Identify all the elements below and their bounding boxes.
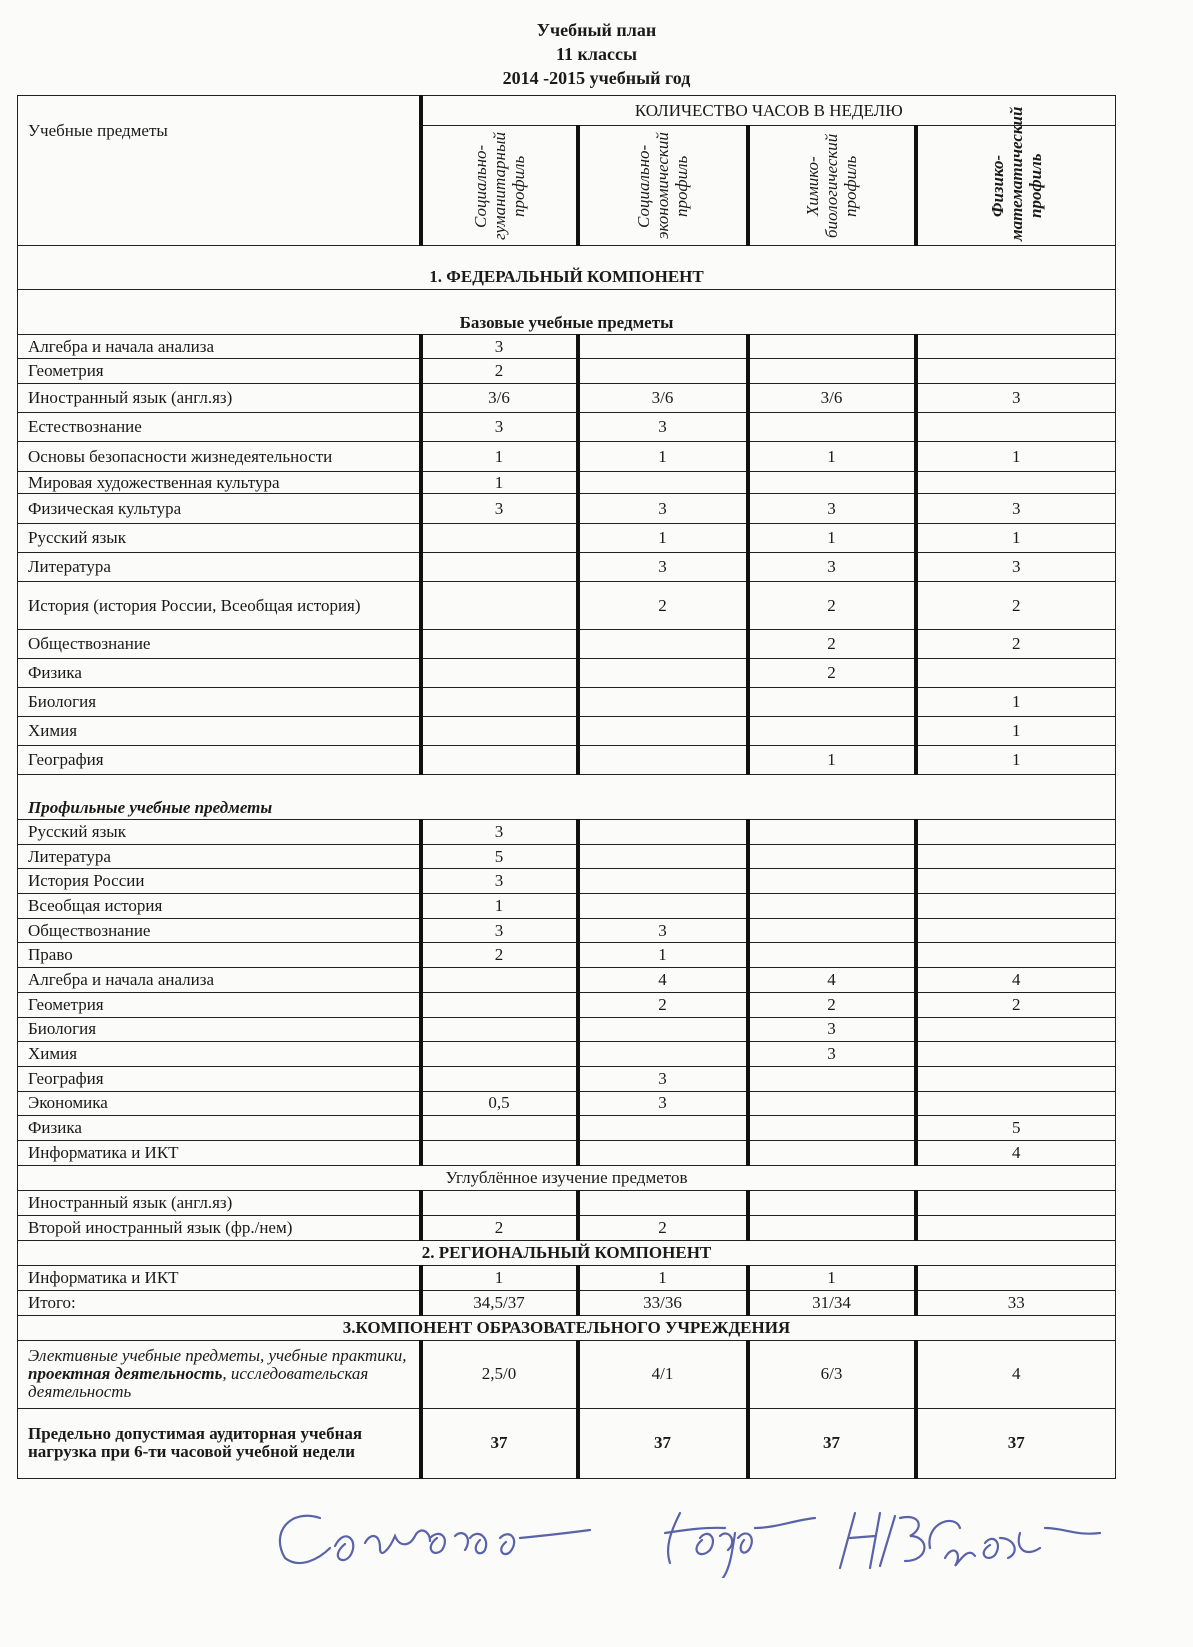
- subject-cell: Биология: [18, 688, 421, 717]
- subject-cell: География: [18, 746, 421, 775]
- hours-cell: [578, 746, 748, 775]
- hours-cell: 3: [578, 413, 748, 442]
- hours-cell: [916, 869, 1116, 894]
- hours-cell: 1: [578, 1265, 748, 1290]
- hours-cell: 2: [578, 1215, 748, 1240]
- hours-cell: [748, 918, 916, 943]
- hours-cell: 4: [916, 1340, 1116, 1408]
- institution-section-title: 3.КОМПОНЕНТ ОБРАЗОВАТЕЛЬНОГО УЧРЕЖДЕНИЯ: [18, 1315, 1116, 1340]
- hours-cell: [916, 943, 1116, 968]
- hours-cell: 1: [748, 524, 916, 553]
- subject-cell: Биология: [18, 1017, 421, 1042]
- profile-header-1: Социально-гуманитарный профиль: [421, 126, 578, 246]
- hours-cell: 37: [578, 1408, 748, 1478]
- hours-cell: [578, 1042, 748, 1067]
- table-row: [18, 992, 1116, 1017]
- hours-cell: 3: [748, 553, 916, 582]
- table-row: [18, 1340, 1116, 1408]
- subject-cell: Иностранный язык (англ.яз): [18, 384, 421, 413]
- hours-cell: [421, 1190, 578, 1215]
- hours-cell: 2: [421, 359, 578, 384]
- subject-cell: Русский язык: [18, 820, 421, 845]
- regional-section-title: 2. РЕГИОНАЛЬНЫЙ КОМПОНЕНТ: [18, 1240, 1116, 1265]
- table-row: [18, 1091, 1116, 1116]
- hours-cell: 3: [421, 335, 578, 359]
- subject-cell: Мировая художественная культура: [18, 472, 421, 494]
- table-row: [18, 1066, 1116, 1091]
- subject-cell: История (история России, Всеобщая история): [18, 582, 421, 630]
- hours-cell: [578, 1190, 748, 1215]
- table-row: [18, 472, 1116, 494]
- hours-cell: 3/6: [578, 384, 748, 413]
- hours-cell: 2: [421, 943, 578, 968]
- hours-cell: [916, 1066, 1116, 1091]
- hours-cell: 4: [748, 968, 916, 993]
- hours-cell: [578, 869, 748, 894]
- table-row: [18, 582, 1116, 630]
- table-row: [18, 1215, 1116, 1240]
- hours-cell: [748, 1215, 916, 1240]
- profile-header-3: Химико-биологический профиль: [748, 126, 916, 246]
- hours-cell: [748, 1190, 916, 1215]
- hours-cell: 4: [916, 968, 1116, 993]
- table-row: [18, 442, 1116, 472]
- hours-cell: 1: [748, 746, 916, 775]
- hours-cell: 1: [421, 1265, 578, 1290]
- subject-cell: Основы безопасности жизнедеятельности: [18, 442, 421, 472]
- table-row: [18, 1042, 1116, 1067]
- hours-cell: 3: [916, 494, 1116, 524]
- hours-cell: [421, 630, 578, 659]
- hours-cell: 2: [578, 582, 748, 630]
- hours-cell: 2: [916, 630, 1116, 659]
- hours-cell: [748, 844, 916, 869]
- table-row: [18, 1140, 1116, 1165]
- hours-cell: 33: [916, 1290, 1116, 1315]
- subject-cell: Второй иностранный язык (фр./нем): [18, 1215, 421, 1240]
- hours-cell: [916, 335, 1116, 359]
- hours-cell: [916, 844, 1116, 869]
- hours-cell: [578, 820, 748, 845]
- hours-cell: [748, 688, 916, 717]
- hours-cell: [748, 717, 916, 746]
- hours-cell: [578, 1017, 748, 1042]
- table-row: [18, 1017, 1116, 1042]
- subject-cell: Физика: [18, 659, 421, 688]
- hours-cell: 4: [916, 1140, 1116, 1165]
- table-row: [18, 869, 1116, 894]
- hours-cell: [578, 894, 748, 919]
- hours-cell: [421, 1042, 578, 1067]
- hours-header: КОЛИЧЕСТВО ЧАСОВ В НЕДЕЛЮ: [421, 96, 1116, 126]
- hours-cell: [578, 630, 748, 659]
- table-row: [18, 494, 1116, 524]
- hours-cell: [421, 968, 578, 993]
- hours-cell: 1: [916, 442, 1116, 472]
- hours-cell: 34,5/37: [421, 1290, 578, 1315]
- table-row: [18, 943, 1116, 968]
- hours-cell: [916, 820, 1116, 845]
- hours-cell: 33/36: [578, 1290, 748, 1315]
- hours-cell: [748, 1116, 916, 1141]
- hours-cell: 1: [578, 943, 748, 968]
- subject-cell: Обществознание: [18, 630, 421, 659]
- hours-cell: 3: [421, 820, 578, 845]
- hours-cell: 3: [578, 918, 748, 943]
- hours-cell: 1: [421, 442, 578, 472]
- hours-cell: 2: [421, 1215, 578, 1240]
- hours-cell: [748, 413, 916, 442]
- hours-cell: [916, 1190, 1116, 1215]
- hours-cell: 3: [748, 1017, 916, 1042]
- hours-cell: 31/34: [748, 1290, 916, 1315]
- subject-cell: Геометрия: [18, 992, 421, 1017]
- hours-cell: 2: [748, 659, 916, 688]
- table-row: [18, 1265, 1116, 1290]
- table-row: [18, 1408, 1116, 1478]
- hours-cell: [578, 844, 748, 869]
- hours-cell: 4/1: [578, 1340, 748, 1408]
- hours-cell: 2: [916, 582, 1116, 630]
- basic-section-title: Базовые учебные предметы: [18, 290, 1116, 335]
- hours-cell: [578, 359, 748, 384]
- federal-section-title: 1. ФЕДЕРАЛЬНЫЙ КОМПОНЕНТ: [18, 246, 1116, 290]
- hours-cell: 3: [421, 413, 578, 442]
- subject-cell: Литература: [18, 844, 421, 869]
- table-row: [18, 1290, 1116, 1315]
- subject-cell: Обществознание: [18, 918, 421, 943]
- hours-cell: 6/3: [748, 1340, 916, 1408]
- hours-cell: [916, 918, 1116, 943]
- hours-cell: 2: [916, 992, 1116, 1017]
- hours-cell: 1: [578, 524, 748, 553]
- subject-cell: Химия: [18, 1042, 421, 1067]
- hours-cell: [421, 1140, 578, 1165]
- hours-cell: 1: [916, 746, 1116, 775]
- plan-year: 2014 -2015 учебный год: [502, 68, 691, 88]
- table-row: [18, 1116, 1116, 1141]
- hours-cell: 2: [578, 992, 748, 1017]
- table-row: [18, 335, 1116, 359]
- hours-cell: 3/6: [421, 384, 578, 413]
- hours-cell: [421, 582, 578, 630]
- hours-cell: [748, 943, 916, 968]
- table-row: [18, 359, 1116, 384]
- hours-cell: 37: [748, 1408, 916, 1478]
- max-load-subject-cell: Предельно допустимая аудиторная учебная нагрузка при 6-ти часовой учебной недели: [18, 1408, 421, 1478]
- hours-cell: [916, 659, 1116, 688]
- deep-section-title: Углублённое изучение предметов: [18, 1165, 1116, 1190]
- hours-cell: [916, 359, 1116, 384]
- hours-cell: 5: [916, 1116, 1116, 1141]
- plan-grade: 11 классы: [555, 44, 637, 64]
- hours-cell: [421, 746, 578, 775]
- elective-subject-cell: Элективные учебные предметы, учебные практики, проектная деятельность, исследовательская деятельность: [18, 1340, 421, 1408]
- hours-cell: 3: [421, 918, 578, 943]
- table-row: [18, 918, 1116, 943]
- hours-cell: 2: [748, 992, 916, 1017]
- subject-cell: Экономика: [18, 1091, 421, 1116]
- hours-cell: 37: [916, 1408, 1116, 1478]
- subject-cell: Всеобщая история: [18, 894, 421, 919]
- hours-cell: 37: [421, 1408, 578, 1478]
- table-row: [18, 384, 1116, 413]
- hours-cell: [916, 1215, 1116, 1240]
- table-row: [18, 968, 1116, 993]
- profile-header-4: Физико-математический профиль: [916, 126, 1116, 246]
- hours-cell: 2: [748, 630, 916, 659]
- hours-cell: 3: [421, 869, 578, 894]
- hours-cell: 3: [578, 1066, 748, 1091]
- hours-cell: [578, 688, 748, 717]
- subject-cell: Физическая культура: [18, 494, 421, 524]
- hours-cell: 1: [421, 472, 578, 494]
- hours-cell: [421, 1017, 578, 1042]
- hours-cell: [421, 688, 578, 717]
- hours-cell: [748, 1140, 916, 1165]
- hours-cell: 1: [578, 442, 748, 472]
- hours-cell: [578, 717, 748, 746]
- hours-cell: 3/6: [748, 384, 916, 413]
- curriculum-table: [17, 95, 1116, 1479]
- hours-cell: [748, 1091, 916, 1116]
- table-row: [18, 524, 1116, 553]
- hours-cell: 0,5: [421, 1091, 578, 1116]
- hours-cell: 3: [748, 494, 916, 524]
- hours-cell: [421, 659, 578, 688]
- signatures: [0, 1488, 1193, 1578]
- subject-cell: Итого:: [18, 1290, 421, 1315]
- table-row: [18, 820, 1116, 845]
- hours-cell: 3: [421, 494, 578, 524]
- subject-cell: Право: [18, 943, 421, 968]
- hours-cell: 3: [578, 553, 748, 582]
- subject-cell: Естествознание: [18, 413, 421, 442]
- hours-cell: [421, 524, 578, 553]
- subjects-header: Учебные предметы: [18, 96, 421, 246]
- hours-cell: 3: [916, 553, 1116, 582]
- hours-cell: [578, 1140, 748, 1165]
- subject-cell: Информатика и ИКТ: [18, 1140, 421, 1165]
- hours-cell: [421, 992, 578, 1017]
- hours-cell: [421, 553, 578, 582]
- hours-cell: [748, 335, 916, 359]
- hours-cell: [421, 1116, 578, 1141]
- subject-cell: Физика: [18, 1116, 421, 1141]
- hours-cell: [916, 413, 1116, 442]
- subject-cell: Геометрия: [18, 359, 421, 384]
- table-row: [18, 717, 1116, 746]
- subject-cell: Химия: [18, 717, 421, 746]
- table-row: [18, 1190, 1116, 1215]
- profile-section-title: Профильные учебные предметы: [18, 775, 1116, 820]
- hours-cell: 2: [748, 582, 916, 630]
- profile-header-2: Социально-экономический профиль: [578, 126, 748, 246]
- hours-cell: [916, 1265, 1116, 1290]
- hours-cell: [578, 659, 748, 688]
- subject-cell: Иностранный язык (англ.яз): [18, 1190, 421, 1215]
- table-row: [18, 630, 1116, 659]
- hours-cell: [916, 894, 1116, 919]
- hours-cell: 1: [916, 717, 1116, 746]
- hours-cell: [578, 335, 748, 359]
- table-row: [18, 894, 1116, 919]
- hours-cell: 1: [748, 442, 916, 472]
- subject-cell: История России: [18, 869, 421, 894]
- hours-cell: [578, 1116, 748, 1141]
- table-row: [18, 553, 1116, 582]
- plan-title: Учебный план: [536, 20, 657, 40]
- hours-cell: 1: [748, 1265, 916, 1290]
- subject-cell: Информатика и ИКТ: [18, 1265, 421, 1290]
- table-row: [18, 688, 1116, 717]
- hours-cell: [578, 472, 748, 494]
- hours-cell: [748, 894, 916, 919]
- table-row: [18, 659, 1116, 688]
- hours-cell: [748, 1066, 916, 1091]
- hours-cell: 4: [578, 968, 748, 993]
- hours-cell: [748, 869, 916, 894]
- hours-cell: 1: [916, 688, 1116, 717]
- hours-cell: [916, 1042, 1116, 1067]
- table-row: [18, 746, 1116, 775]
- hours-cell: 3: [578, 494, 748, 524]
- hours-cell: [748, 820, 916, 845]
- hours-cell: 5: [421, 844, 578, 869]
- hours-cell: [916, 472, 1116, 494]
- hours-cell: 1: [916, 524, 1116, 553]
- hours-cell: [421, 717, 578, 746]
- hours-cell: 2,5/0: [421, 1340, 578, 1408]
- subject-cell: Русский язык: [18, 524, 421, 553]
- hours-cell: [748, 472, 916, 494]
- hours-cell: 3: [748, 1042, 916, 1067]
- table-row: [18, 844, 1116, 869]
- subject-cell: Алгебра и начала анализа: [18, 335, 421, 359]
- table-row: [18, 413, 1116, 442]
- subject-cell: География: [18, 1066, 421, 1091]
- subject-cell: Алгебра и начала анализа: [18, 968, 421, 993]
- hours-cell: [421, 1066, 578, 1091]
- hours-cell: [916, 1017, 1116, 1042]
- hours-cell: [916, 1091, 1116, 1116]
- hours-cell: 3: [916, 384, 1116, 413]
- subject-cell: Литература: [18, 553, 421, 582]
- hours-cell: 1: [421, 894, 578, 919]
- hours-cell: 3: [578, 1091, 748, 1116]
- hours-cell: [748, 359, 916, 384]
